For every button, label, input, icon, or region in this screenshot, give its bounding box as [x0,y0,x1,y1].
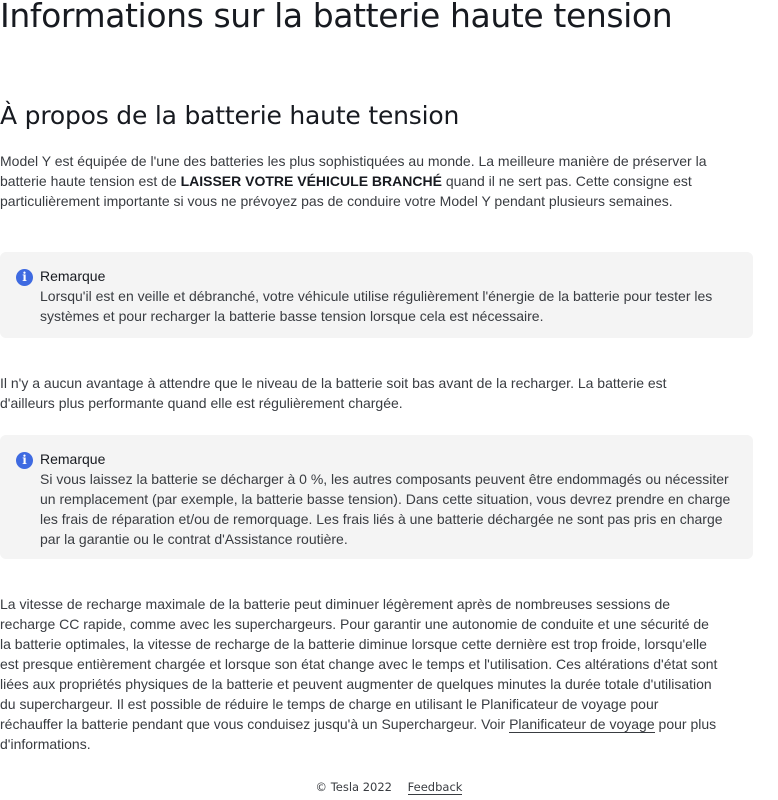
trip-planner-link[interactable]: Planificateur de voyage [509,716,655,732]
emphasis-text: LAISSER VOTRE VÉHICULE BRANCHÉ [180,173,442,189]
note-title: Remarque [40,268,106,284]
intro-paragraph: Model Y est équipée de l'une des batteries les plus sophistiquées au monde. La meilleure manière de préserver la batterie haute tension est de LAISSER VOTRE VÉHICULE BRANCHÉ quand il ne sert pas. Cette consigne est particulièrement importante si vous ne prévoyez pas de conduire votre Model Y pendant plusieurs semaines. [0,153,707,209]
note-body: Lorsqu'il est en veille et débranché, votre véhicule utilise régulièrement l'énergie de la batterie pour tester les systèmes et pour recharger la batterie basse tension lorsque cela est nécessaire. [40,288,713,324]
copyright-text: © Tesla 2022 [315,780,393,794]
note-body: Si vous laissez la batterie se décharger à 0 %, les autres composants peuvent être endommagés ou nécessiter un remplacement (par exemple, la batterie basse tension). Dans cette situation, vous devrez prendre en charge les frais de réparation et/ou de remorquage. Les frais liés à une batterie déchargée ne sont pas pris en charge par la garantie ou le contrat d'Assistance routière. [40,471,731,547]
footer [0,780,778,794]
note-box [0,252,753,338]
charging-paragraph: Il n'y a aucun avantage à attendre que le niveau de la batterie soit bas avant de la recharger. La batterie est d'ailleurs plus performante quand elle est régulièrement chargée. [0,375,667,411]
supercharging-paragraph: La vitesse de recharge maximale de la batterie peut diminuer légèrement après de nombreuses sessions de recharge CC rapide, comme avec les superchargeurs. Pour garantir une autonomie de conduite et une sécurité de la batterie optimales, la vitesse de recharge de la batterie diminue lorsque cette dernière est trop froide, lorsqu'elle est presque entièrement chargée et lorsque son état change avec le temps et l'utilisation. Ces altérations d'état sont liées aux propriétés physiques de la batterie et peuvent augmenter de quelques minutes la durée totale d'utilisation du superchargeur. Il est possible de réduire le temps de charge en utilisant le Planificateur de voyage pour réchauffer la batterie pendant que vous conduisez jusqu'à un Superchargeur. Voir Planificateur de voyage pour plus d'informations. [0,596,718,752]
note-box [0,435,753,559]
section-title: À propos de la batterie haute tension [0,101,460,130]
note-title: Remarque [40,451,106,467]
info-icon: i [16,452,33,469]
info-icon: i [16,269,33,286]
feedback-link[interactable]: Feedback [407,780,463,794]
page-title: Informations sur la batterie haute tension [0,0,673,35]
